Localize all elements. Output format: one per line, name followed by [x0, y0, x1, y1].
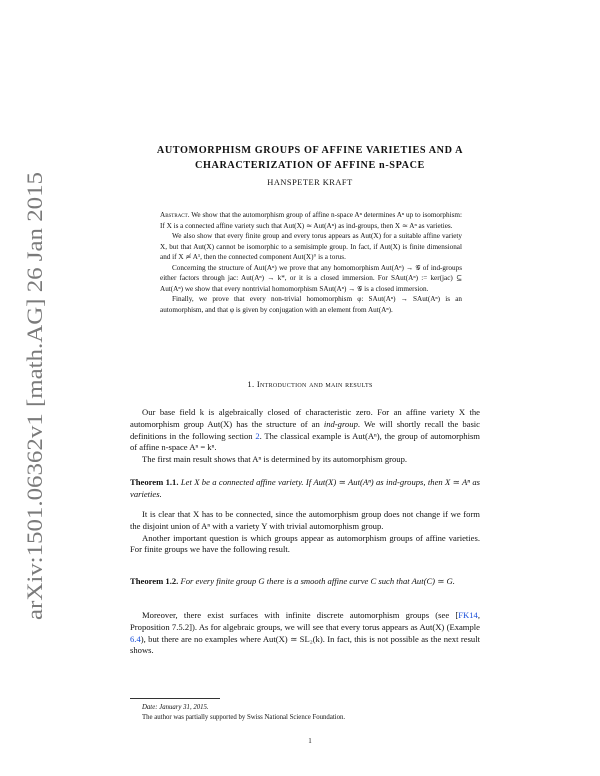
footnotes: [130, 703, 480, 723]
body-p1-b: . We will shortly recall the basic definitions in the following section: [130, 418, 480, 441]
fk14-citation-link[interactable]: FK14: [458, 610, 478, 620]
page-number: 1: [308, 737, 312, 745]
title-line-1: AUTOMORPHISM GROUPS OF AFFINE VARIETIES AND A: [156, 145, 464, 156]
theorem-1-1: [130, 477, 480, 501]
arxiv-stamp-svg: [12, 170, 52, 620]
theorem-1-2: [130, 576, 480, 588]
example-6-4-link[interactable]: 6.4: [130, 633, 141, 644]
body-block-2: [130, 509, 480, 556]
theorem-1-1-paragraph: [130, 477, 480, 501]
body-p5-b: , Proposition 7.5.2]). As for algebraic groups, we will see that every torus appears as Aut(X) (Example: [130, 610, 480, 632]
abstract-paragraph-4: Finally, we prove that every non-trivial homomorphism φ: SAut(Aⁿ) → SAut(Aⁿ) is an automorphism, and that φ is given by conjugation with an element from Aut(Aⁿ).: [160, 295, 462, 314]
body-paragraph-2: The first main result shows that Aⁿ is determined by its automorphism group.: [142, 454, 408, 465]
body-p5-a: Moreover, there exist surfaces with infinite discrete automorphism groups (see [: [142, 610, 459, 620]
body-p1-c: . The classical example is Aut(Aⁿ), the group of automorphism of affine n-space Aⁿ = kⁿ.: [130, 430, 480, 453]
footnote-date: Date: January 31, 2015.: [142, 704, 209, 711]
footnote-rule: [130, 698, 220, 699]
body-block-1: [130, 407, 480, 466]
abstract-paragraph-1: [160, 210, 462, 231]
body-p5-c: ), but there are no examples where Aut(X) ≃ SL₂(k). In fact, this is not possible as the next result shows.: [130, 633, 480, 656]
body-paragraph-4: Another important question is which groups appear as automorphism groups of affine varieties. For finite groups we have the following result.: [130, 532, 480, 555]
theorem-1-2-text: For every finite group G there is a smooth affine curve C such that Aut(C) ≃ G.: [180, 576, 455, 586]
paper-title: [100, 143, 520, 173]
abstract: [160, 210, 462, 315]
body-paragraph-5: [130, 610, 480, 657]
arxiv-stamp: [12, 170, 52, 620]
abstract-paragraph-3: Concerning the structure of Aut(Aⁿ) we prove that any homomorphism Aut(Aⁿ) → 𝒢 of ind-groups either factors through jac: Aut(Aⁿ) → k*, or it is a closed immersion. For SAut(Aⁿ) := ker(jac) ⊆ Aut(Aⁿ) we show that every nontrivial homomorphism SAut(Aⁿ) → 𝒢 is a closed immersion.: [160, 263, 462, 293]
footnote-support: The author was partially supported by Swiss National Science Foundation.: [142, 714, 346, 721]
theorem-1-2-label: Theorem 1.2.: [130, 576, 179, 586]
body-block-3: [130, 610, 480, 657]
theorem-1-1-label: Theorem 1.1.: [130, 477, 179, 487]
body-paragraph-3: It is clear that X has to be connected, since the automorphism group does not change if we form the disjoint union of Aⁿ with a variety Y with trivial automorphism group.: [130, 509, 480, 531]
title-line-2: CHARACTERIZATION OF AFFINE n-SPACE: [195, 160, 425, 171]
section-2-link[interactable]: 2: [255, 430, 260, 441]
section-heading: 1. Introduction and main results: [247, 379, 373, 389]
abstract-p1-text: We show that the automorphism group of affine n-space Aⁿ determines Aⁿ up to isomorphism: If X is a connected affine variety such that Aut(X) ≃ Aut(Aⁿ) as ind-groups, then X ≃ Aⁿ as varieties.: [160, 211, 462, 230]
theorem-1-2-paragraph: [130, 576, 480, 588]
body-p1-a: Our base field k is algebraically closed of characteristic zero. For an affine variety X the automorphism group Aut(X) has the structure of an: [130, 407, 480, 429]
arxiv-stamp-text: arXiv:1501.06362v1 [math.AG] 26 Jan 2015: [22, 224, 47, 620]
body-paragraph-1: [130, 407, 480, 454]
author-name: HANSPETER KRAFT: [267, 178, 353, 187]
abstract-paragraph-2: We also show that every finite group and every torus appears as Aut(X) for a suitable affine variety X, but that Aut(X) cannot be isomorphic to a semisimple group. In fact, if Aut(X) is finite dimensional and if X ≄ A¹, then the connected component Aut(X)° is a torus.: [160, 232, 462, 261]
abstract-label: Abstract.: [160, 211, 190, 219]
theorem-1-1-text: Let X be a connected affine variety. If Aut(X) ≃ Aut(Aⁿ) as ind-groups, then X ≃ Aⁿ as varieties.: [130, 477, 480, 499]
body-p1-ind-group: ind-group: [323, 418, 358, 429]
